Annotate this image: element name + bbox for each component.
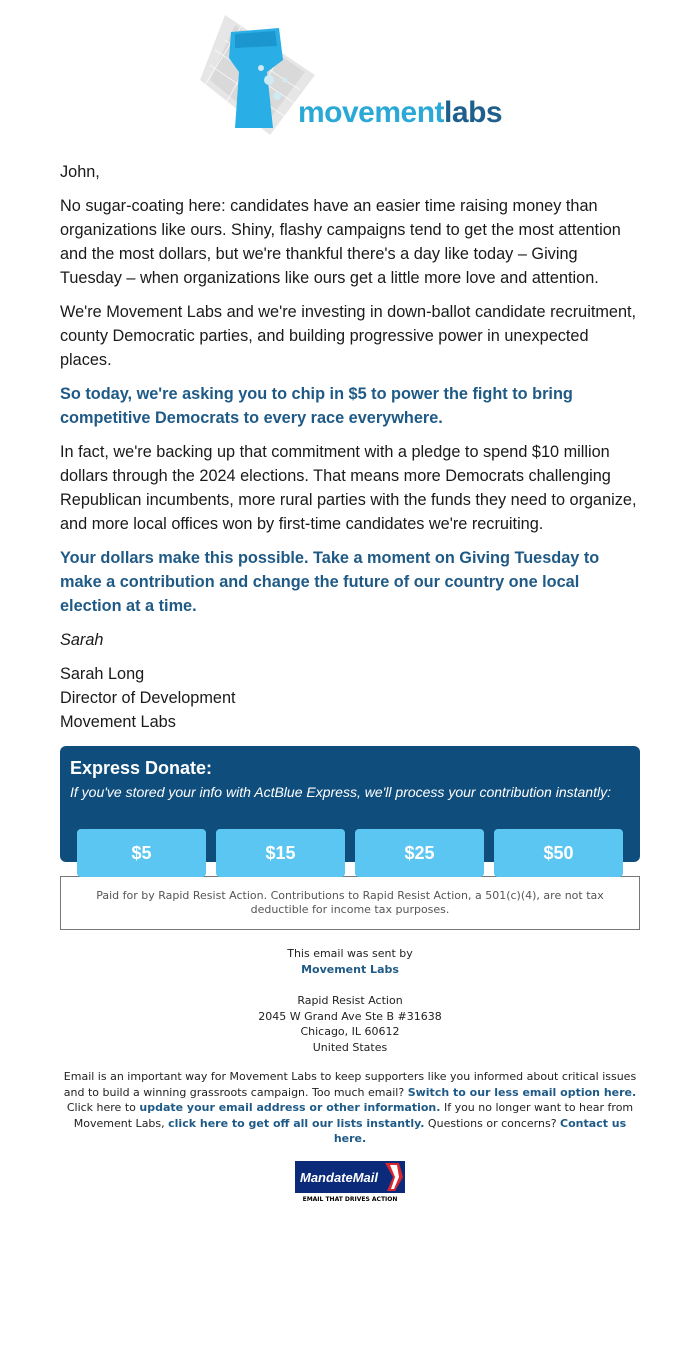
signer-org: Movement Labs bbox=[60, 713, 176, 731]
fine-print bbox=[60, 1069, 640, 1147]
greeting: John, bbox=[60, 163, 100, 181]
email-body bbox=[60, 0, 640, 1207]
contact-link[interactable]: Contact us here. bbox=[333, 1116, 627, 1145]
signer-name: Sarah Long bbox=[60, 665, 145, 683]
address-country: United States bbox=[312, 1040, 388, 1054]
address-line2: Chicago, IL 60612 bbox=[300, 1025, 400, 1038]
fine-print-2: Click here to bbox=[66, 1101, 140, 1114]
highlight-cta[interactable]: Your dollars make this possible. Take a moment on Giving Tuesday to make a contribution and change the future of our country one local election at a time. bbox=[60, 549, 600, 615]
donate-15-button[interactable]: $15 bbox=[216, 829, 345, 877]
movement-labs-logo[interactable] bbox=[0, 0, 700, 150]
unsubscribe-link[interactable]: click here to get off all our lists instantly. bbox=[168, 1116, 425, 1130]
fine-print-1: Email is an important way for Movement Labs to keep supporters like you informed about critical issues and to build a winning grassroots campaign. Too much email? bbox=[63, 1070, 637, 1099]
mailing-address bbox=[60, 993, 640, 1055]
mandatemail-logo-icon bbox=[295, 1161, 405, 1203]
donate-buttons bbox=[70, 829, 630, 877]
address-line1: 2045 W Grand Ave Ste B #31638 bbox=[258, 1009, 442, 1023]
express-donate-subtitle: If you've stored your info with ActBlue Express, we'll process your contribution instantly: bbox=[70, 784, 611, 800]
badge-tagline: EMAIL THAT DRIVES ACTION bbox=[302, 1195, 398, 1203]
donate-5-button[interactable]: $5 bbox=[77, 829, 206, 877]
mandatemail-badge[interactable] bbox=[295, 1161, 405, 1208]
less-email-link[interactable]: Switch to our less email option here. bbox=[407, 1085, 637, 1099]
sender-link[interactable]: Movement Labs bbox=[301, 962, 399, 976]
logo-wordmark bbox=[298, 96, 502, 130]
update-info-link[interactable]: update your email address or other information. bbox=[139, 1101, 441, 1114]
logo-word-movement: movement bbox=[298, 96, 445, 129]
signature: Sarah bbox=[60, 631, 104, 649]
sent-by-label: This email was sent by bbox=[287, 947, 413, 960]
paragraph-2: We're Movement Labs and we're investing in down-ballot candidate recruitment, county Democratic parties, and building progressive power in unexpected places. bbox=[60, 303, 637, 369]
fine-print-4: Questions or concerns? bbox=[424, 1116, 561, 1130]
footer bbox=[60, 946, 640, 1207]
address-name: Rapid Resist Action bbox=[297, 994, 403, 1007]
paid-for-disclaimer: Paid for by Rapid Resist Action. Contributions to Rapid Resist Action, a 501(c)(4), are not tax deductible for income tax purposes. bbox=[60, 876, 640, 930]
badge-name: MandateMail bbox=[300, 1169, 379, 1185]
paragraph-4: In fact, we're backing up that commitment with a pledge to spend $10 million dollars through the 2024 elections. That means more Democrats challenging Republican incumbents, more rural parties with the funds they need to organize, and more local offices won by first-time candidates we're recruiting. bbox=[60, 443, 637, 533]
fine-print-3: If you no longer want to hear from Movement Labs, bbox=[73, 1101, 634, 1130]
express-donate-panel bbox=[60, 746, 640, 862]
express-donate-title: Express Donate: bbox=[70, 758, 213, 778]
donate-25-button[interactable]: $25 bbox=[355, 829, 484, 877]
paragraph-1: No sugar-coating here: candidates have an easier time raising money than organizations like ours. Shiny, flashy campaigns tend to get the most attention and the most dollars, but we're thankful there's a day like today – Giving Tuesday – when organizations like ours get a little more love and attention. bbox=[60, 197, 621, 287]
highlight-ask[interactable]: So today, we're asking you to chip in $5 to power the fight to bring competitive Democrats to every race everywhere. bbox=[60, 385, 573, 427]
donate-50-button[interactable]: $50 bbox=[494, 829, 623, 877]
signature-block bbox=[60, 662, 640, 734]
signer-title: Director of Development bbox=[60, 689, 236, 707]
logo-word-labs: labs bbox=[444, 96, 503, 129]
